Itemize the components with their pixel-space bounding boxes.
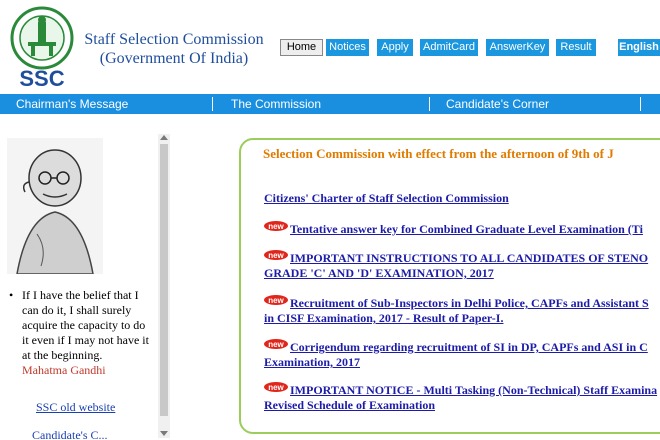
scroll-thumb[interactable] xyxy=(160,144,168,416)
scroll-down-arrow-icon[interactable] xyxy=(160,431,168,436)
new-badge-icon xyxy=(264,221,288,231)
notice-text: Corrigendum regarding recruitment of SI in DP, CAPFs and ASI in C xyxy=(290,340,648,354)
notice-link[interactable] xyxy=(264,221,660,237)
left-sidebar xyxy=(0,130,172,440)
menu-candidates-corner[interactable]: Candidate's Corner xyxy=(446,97,550,111)
org-name-line2: (Government Of India) xyxy=(99,50,249,67)
answer-key-button[interactable]: AnswerKey xyxy=(486,39,549,56)
menu-divider xyxy=(429,97,430,111)
svg-text:new: new xyxy=(268,340,284,349)
main-menu-bar xyxy=(0,94,660,114)
notice-text-line2: GRADE 'C' AND 'D' EXAMINATION, 2017 xyxy=(264,266,494,280)
notice-link[interactable] xyxy=(264,382,660,413)
notice-text: Tentative answer key for Combined Graduate Level Examination (Ti xyxy=(290,222,643,236)
notice-text-line2: Examination, 2017 xyxy=(264,355,361,369)
admit-card-button[interactable]: AdmitCard xyxy=(420,39,478,56)
sidebar-scrollbar[interactable] xyxy=(158,134,170,438)
notice-text: IMPORTANT NOTICE - Multi Tasking (Non-Technical) Staff Examina xyxy=(290,383,658,397)
notice-text: IMPORTANT INSTRUCTIONS TO ALL CANDIDATES OF STENO xyxy=(290,251,649,265)
quote-block xyxy=(9,288,150,378)
menu-the-commission[interactable]: The Commission xyxy=(231,97,322,111)
quote-author: Mahatma Gandhi xyxy=(22,363,106,377)
notice-link[interactable] xyxy=(264,250,660,281)
svg-text:SSC: SSC xyxy=(19,66,65,91)
notice-text-line2: Revised Schedule of Examination xyxy=(264,398,436,412)
notice-link[interactable] xyxy=(264,191,660,206)
notices-button[interactable]: Notices xyxy=(326,39,369,56)
scroll-up-arrow-icon[interactable] xyxy=(160,135,168,140)
menu-divider xyxy=(212,97,213,111)
new-badge-icon xyxy=(264,250,288,260)
language-button[interactable]: English xyxy=(618,39,660,56)
notice-text: Citizens' Charter of Staff Selection Commission xyxy=(264,191,509,205)
new-badge-icon xyxy=(264,382,288,392)
svg-text:new: new xyxy=(268,383,284,392)
notices-panel xyxy=(239,138,660,434)
org-name-line1: Staff Selection Commission xyxy=(84,31,264,48)
new-badge-icon xyxy=(264,339,288,349)
menu-divider xyxy=(640,97,641,111)
result-button[interactable]: Result xyxy=(556,39,596,56)
ssc-old-website-link[interactable]: SSC old website xyxy=(36,400,116,414)
notice-text-line2: in CISF Examination, 2017 - Result of Paper-I. xyxy=(264,311,504,325)
svg-text:new: new xyxy=(268,222,284,231)
candidates-corner-link[interactable]: Candidate's C... xyxy=(32,428,108,440)
notice-link[interactable] xyxy=(264,295,660,326)
ssc-logo xyxy=(4,4,80,92)
svg-text:new: new xyxy=(268,251,284,260)
organization-title xyxy=(84,30,264,68)
menu-chairmans-message[interactable]: Chairman's Message xyxy=(16,97,129,111)
gandhi-portrait xyxy=(7,138,103,274)
scrolling-notice-text: Selection Commission with effect from the afternoon of 9th of J xyxy=(263,146,614,161)
bullet-icon: • xyxy=(9,288,14,302)
notice-text: Recruitment of Sub-Inspectors in Delhi Police, CAPFs and Assistant S xyxy=(290,296,649,310)
new-badge-icon xyxy=(264,295,288,305)
svg-text:new: new xyxy=(268,296,284,305)
notice-link[interactable] xyxy=(264,339,660,370)
home-button[interactable]: Home xyxy=(280,39,323,56)
apply-button[interactable]: Apply xyxy=(377,39,413,56)
quote-text: If I have the belief that I can do it, I shall surely acquire the capacity to do it even if I may not have it at the beginning. xyxy=(22,288,149,362)
